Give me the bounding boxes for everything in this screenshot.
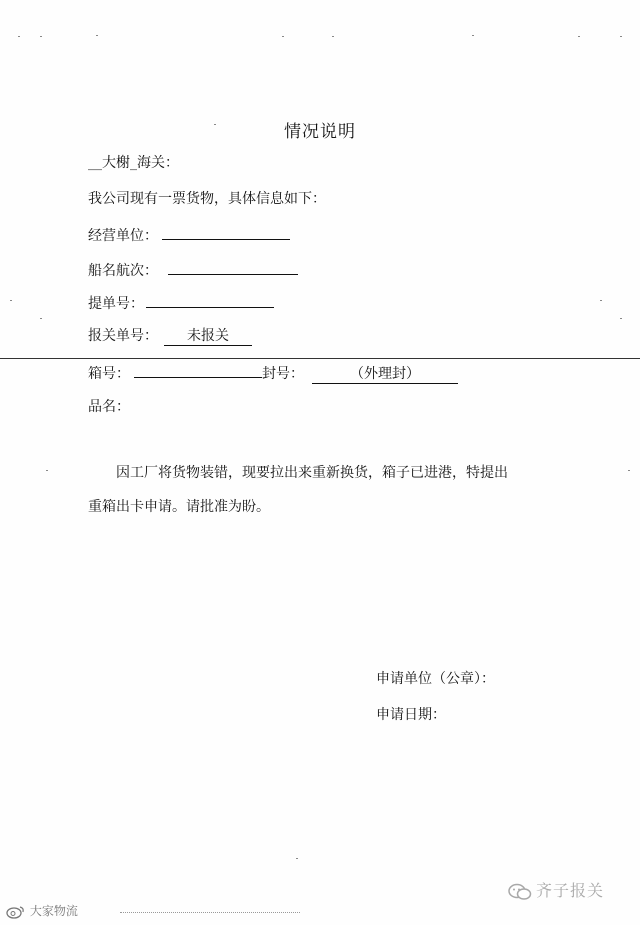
scan-speck bbox=[578, 36, 580, 37]
declaration-label: 报关单号： bbox=[88, 328, 158, 344]
body-line-1: 因工厂将货物装错，现要拉出来重新换货，箱子已进港，特提出 bbox=[116, 465, 508, 481]
vessel-line bbox=[88, 259, 298, 281]
seal-label: 封号： bbox=[262, 366, 304, 382]
scan-speck bbox=[332, 36, 334, 37]
operator-line bbox=[88, 224, 290, 246]
scan-speck bbox=[620, 318, 622, 319]
scan-speck bbox=[18, 36, 20, 37]
watermark-left-text: 大家物流 bbox=[29, 904, 78, 918]
customs-name: 大榭 bbox=[102, 155, 130, 171]
vessel-label: 船名航次： bbox=[88, 263, 158, 279]
scan-speck bbox=[600, 300, 602, 301]
watermark-right bbox=[508, 878, 604, 901]
weibo-icon bbox=[6, 904, 30, 918]
wechat-icon bbox=[508, 883, 532, 901]
scan-speck bbox=[296, 858, 298, 859]
bill-line bbox=[88, 292, 274, 314]
scan-speck bbox=[10, 300, 12, 301]
declaration-value: 未报关 bbox=[164, 327, 252, 346]
scan-speck bbox=[282, 36, 284, 37]
scan-smudge bbox=[120, 912, 300, 919]
scan-speck bbox=[46, 470, 48, 471]
scan-speck bbox=[96, 35, 98, 36]
customs-line bbox=[88, 153, 179, 173]
date-label: 申请日期： bbox=[376, 707, 446, 723]
container-seal-line bbox=[88, 362, 458, 384]
watermark-right-text: 齐子报关 bbox=[536, 881, 605, 900]
scan-speck bbox=[40, 318, 42, 319]
container-label: 箱号： bbox=[88, 366, 130, 382]
bill-blank bbox=[146, 292, 274, 308]
declaration-line bbox=[88, 326, 252, 346]
scan-speck bbox=[628, 470, 630, 471]
bill-label: 提单号： bbox=[88, 296, 144, 312]
container-blank bbox=[134, 362, 262, 378]
intro-line: 我公司现有一票货物，具体信息如下： bbox=[88, 191, 326, 207]
document-title: 情况说明 bbox=[284, 122, 356, 142]
scan-speck bbox=[40, 36, 42, 37]
body-line-2: 重箱出卡申请。请批准为盼。 bbox=[88, 499, 270, 515]
watermark-left bbox=[6, 902, 78, 919]
applicant-label: 申请单位（公章）： bbox=[376, 671, 495, 687]
operator-label: 经营单位： bbox=[88, 228, 158, 244]
scan-speck bbox=[620, 36, 622, 37]
scan-speck bbox=[472, 35, 474, 36]
goods-label: 品名： bbox=[88, 399, 130, 415]
vessel-blank bbox=[168, 259, 298, 275]
goods-line bbox=[88, 397, 130, 417]
customs-prefix: __ bbox=[88, 155, 102, 171]
customs-suffix: _海关： bbox=[130, 155, 179, 171]
scan-fold-line bbox=[0, 358, 640, 359]
seal-value: （外理封） bbox=[312, 365, 458, 384]
operator-blank bbox=[162, 224, 290, 240]
